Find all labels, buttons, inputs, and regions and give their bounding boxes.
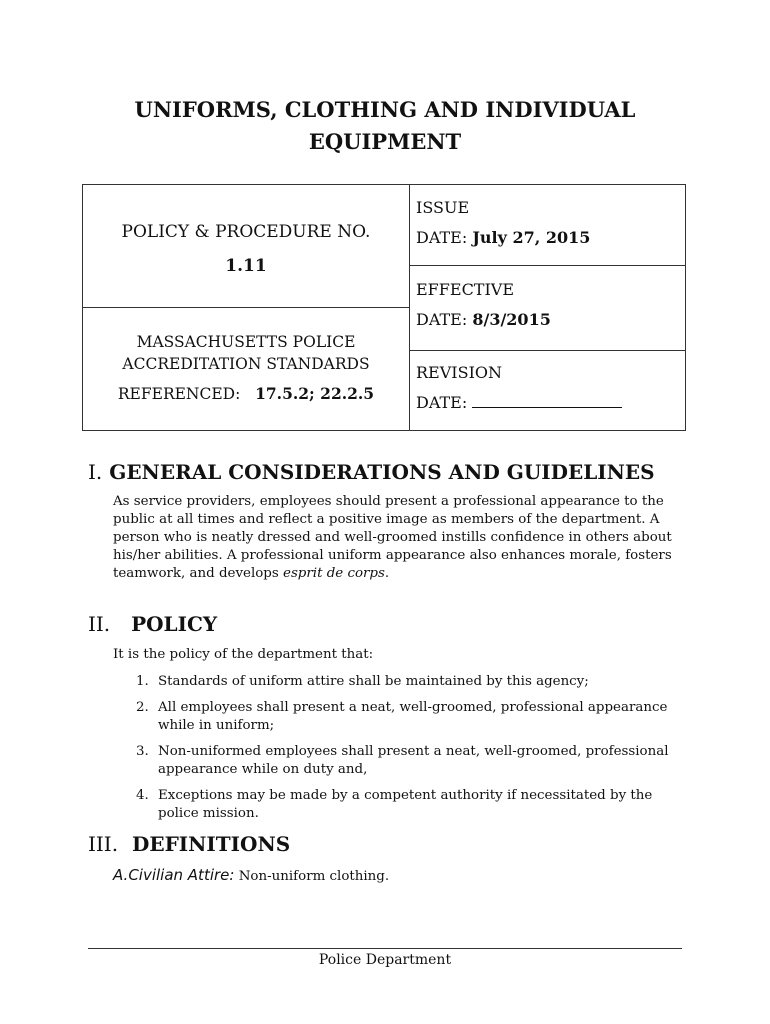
issue-label: ISSUE [416,198,470,217]
list-item-number: 4. [136,788,149,803]
referenced-value: 17.5.2; 22.2.5 [255,384,375,403]
effective-date-value: 8/3/2015 [472,310,551,329]
revision-cell [416,358,622,418]
revision-date-row [416,388,622,418]
footer-text: Police Department [318,952,452,968]
title-line-1: UNIFORMS, CLOTHING AND INDIVIDUAL [134,97,636,122]
section-2-title: POLICY [131,612,218,636]
section-1-text: As service providers, employees should present a professional appearance to the public at all times and reflect a positive image as members of the department. A person who is neatly dressed and well-groomed instills confidence in others about his/her abilities. A professional uniform appearance also enhances morale, fosters teamwork, and develops [113,494,672,581]
definition-civilian-attire [113,866,389,884]
effective-cell [416,275,551,335]
issue-date-row [416,223,590,253]
list-item [130,743,690,779]
section-3-heading [88,832,290,856]
list-item-number: 2. [136,700,149,715]
section-2-intro: It is the policy of the department that: [113,647,374,662]
section-2-heading [88,612,217,636]
definition-letter: A. [113,866,129,884]
section-1-title: GENERAL CONSIDERATIONS AND GUIDELINES [109,460,655,484]
document-title [0,94,770,158]
policy-header-table [82,184,686,431]
definition-term: Civilian Attire: [128,866,235,884]
list-item [130,673,690,691]
section-3-title: DEFINITIONS [132,832,291,856]
policy-number-cell [83,215,409,283]
section-1-italic: esprit de corps [283,566,385,581]
section-1-heading [88,460,655,484]
table-divider-right-1 [409,265,685,266]
list-item-number: 1. [136,674,149,689]
accreditation-cell [83,331,409,405]
list-item [130,699,690,735]
section-1-text-end: . [384,566,390,581]
effective-date-row [416,305,551,335]
section-1-paragraph [113,493,683,583]
table-divider-right-2 [409,350,685,351]
accreditation-line-1: MASSACHUSETTS POLICE [136,333,356,351]
revision-label: REVISION [416,363,502,382]
section-3-number: III. [88,832,119,856]
list-item [130,787,690,823]
list-item-text: All employees shall present a neat, well-groomed, professional appearance while in uniform; [158,700,668,733]
list-item-text: Non-uniformed employees shall present a neat, well-groomed, professional appearance while on duty and, [158,744,669,777]
policy-list [130,673,690,831]
policy-number: 1.11 [225,256,267,276]
referenced-row [83,383,409,405]
footer-divider [88,948,682,949]
list-item-text: Exceptions may be made by a competent authority if necessitated by the police mission. [158,788,653,821]
referenced-label: REFERENCED: [117,385,241,403]
table-divider-vertical [409,185,410,430]
section-1-number: I. [88,460,103,484]
section-2-number: II. [88,612,111,636]
issue-cell [416,193,590,253]
title-line-2: EQUIPMENT [308,129,462,154]
revision-date-label: DATE: [416,393,468,412]
table-divider-left [83,307,409,308]
revision-date-blank [472,391,622,408]
accreditation-line-2: ACCREDITATION STANDARDS [122,355,370,373]
policy-label: POLICY & PROCEDURE NO. [121,222,371,242]
list-item-text: Standards of uniform attire shall be maintained by this agency; [158,674,589,689]
issue-date-label: DATE: [416,228,468,247]
definition-text: Non-uniform clothing. [238,869,390,884]
issue-date-value: July 27, 2015 [472,228,591,247]
list-item-number: 3. [136,744,149,759]
effective-label: EFFECTIVE [416,280,515,299]
effective-date-label: DATE: [416,310,468,329]
